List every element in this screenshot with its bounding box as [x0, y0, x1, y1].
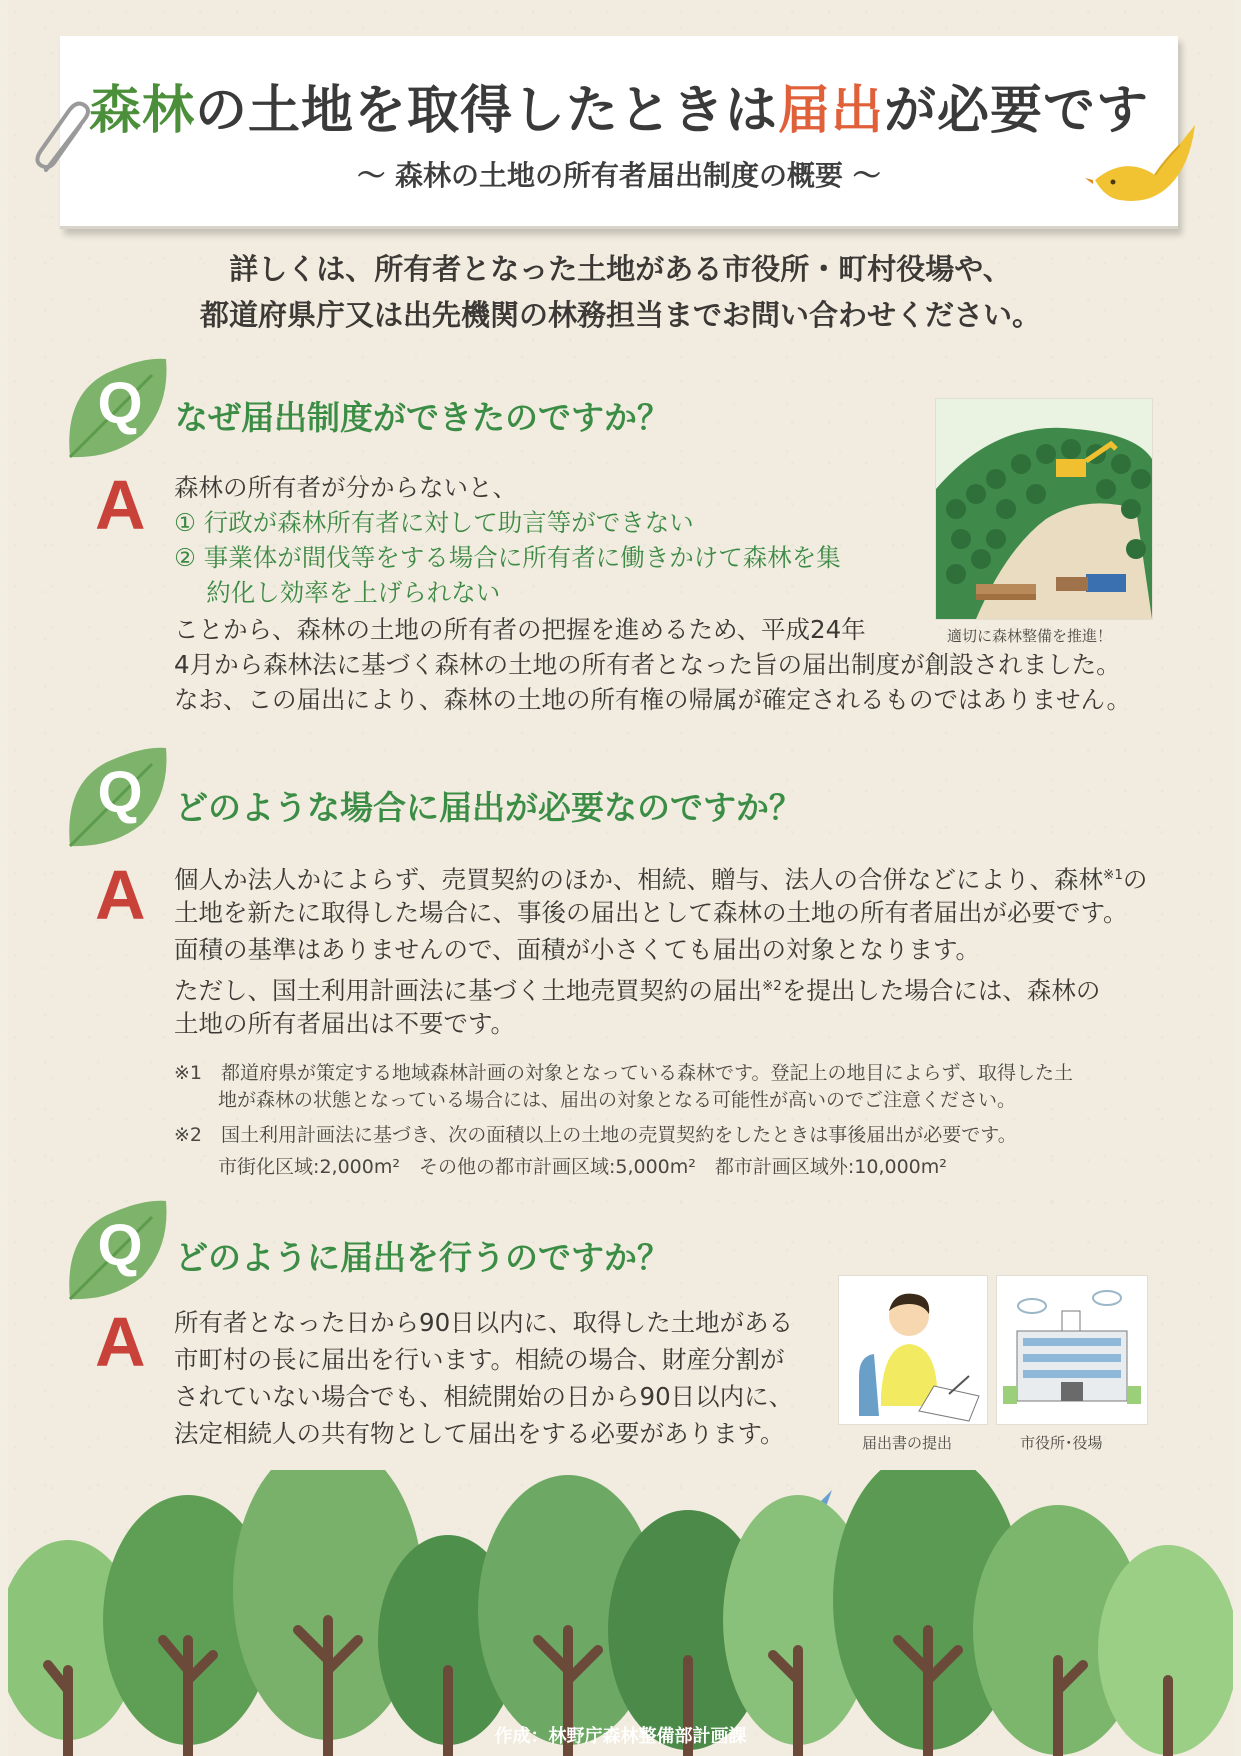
- forest-footer-illustration: [8, 1470, 1233, 1756]
- answer-3-line: されていない場合でも、相続開始の日から90日以内に、: [174, 1382, 794, 1411]
- answer-2-line-5: 土地の所有者届出は不要です。: [174, 1009, 516, 1038]
- answer-2-line-4: [174, 969, 1100, 1008]
- answer-2-text: の: [1122, 865, 1148, 895]
- footnote-2: ※2 国土利用計画法に基づき、次の面積以上の土地の売買契約をしたときは事後届出が必要です。: [174, 1124, 1017, 1146]
- paperclip-icon: [32, 100, 102, 186]
- answer-1-item-2: ② 事業体が間伐等をする場合に所有者に働きかけて森林を集: [174, 543, 841, 572]
- header-banner: [60, 36, 1178, 229]
- q-leaf-icon: [62, 1197, 172, 1307]
- intro-line-1: 詳しくは、所有者となった土地がある市役所・町村役場や、: [229, 252, 1012, 286]
- city-hall-illustration: [996, 1275, 1148, 1425]
- answer-2-line-3: 面積の基準はありませんので、面積が小さくても届出の対象となります。: [174, 935, 981, 964]
- question-3: どのように届出を行うのですか？: [175, 1238, 670, 1277]
- footnote-ref-2: ※2: [762, 978, 782, 994]
- answer-1-item-2-cont: 約化し効率を上げられない: [174, 578, 501, 607]
- answer-mark: A: [95, 856, 146, 934]
- answer-2-text: を提出した場合には、森林の: [781, 976, 1101, 1006]
- answer-2-line-1: [174, 858, 1147, 897]
- q-letter: Q: [97, 1213, 143, 1278]
- title-notification: 届出: [778, 81, 885, 141]
- answer-mark: A: [95, 466, 146, 544]
- title-middle: の土地を取得したときは: [194, 81, 778, 141]
- answer-1-line: 4月から森林法に基づく森林の土地の所有者となった旨の届出制度が創設されました。: [174, 650, 1121, 679]
- city-hall-caption: 市役所･役場: [1020, 1434, 1103, 1452]
- title-end: が必要です: [884, 81, 1150, 141]
- yellow-bird-icon: [1085, 120, 1205, 220]
- title-forest: 森林: [88, 81, 195, 141]
- person-filling-form-illustration: [838, 1275, 988, 1425]
- page-title: [60, 68, 1178, 143]
- answer-1-line: 森林の所有者が分からないと、: [174, 473, 517, 502]
- q-letter: Q: [97, 371, 143, 436]
- forest-caption: 適切に森林整備を推進！: [947, 627, 1113, 645]
- answer-1-line: なお、この届出により、森林の土地の所有権の帰属が確定されるものではありません。: [174, 685, 1131, 714]
- question-1: なぜ届出制度ができたのですか？: [175, 398, 670, 437]
- answer-1-item-1: ① 行政が森林所有者に対して助言等ができない: [174, 508, 694, 537]
- page-subtitle: 〜 森林の土地の所有者届出制度の概要 〜: [357, 159, 881, 192]
- footnote-1: ※1 都道府県が策定する地域森林計画の対象となっている森林です。登記上の地目によらず、取得した土: [174, 1062, 1073, 1084]
- footnote-2-areas: 市街化区域:2,000m² その他の都市計画区域:5,000m² 都市計画区域外:10,000m²: [174, 1156, 947, 1178]
- answer-mark: A: [95, 1303, 146, 1381]
- person-caption: 届出書の提出: [862, 1434, 953, 1452]
- footnote-1-cont: 地が森林の状態となっている場合には、届出の対象となる可能性が高いのでご注意ください。: [174, 1089, 1017, 1111]
- q-leaf-icon: [62, 355, 172, 465]
- intro-line-2: 都道府県庁又は出先機関の林務担当までお問い合わせください。: [199, 298, 1041, 332]
- answer-2-line-2: 土地を新たに取得した場合に、事後の届出として森林の土地の所有者届出が必要です。: [174, 898, 1128, 927]
- question-2: どのような場合に届出が必要なのですか？: [175, 788, 802, 827]
- answer-3-line: 所有者となった日から90日以内に、取得した土地がある: [174, 1308, 794, 1337]
- answer-3-line: 市町村の長に届出を行います。相続の場合、財産分割が: [174, 1345, 785, 1374]
- answer-3-line: 法定相続人の共有物として届出をする必要があります。: [174, 1419, 785, 1448]
- answer-1-line: ことから、森林の土地の所有者の把握を進めるため、平成24年: [174, 615, 866, 644]
- answer-2-text: 個人か法人かによらず、売買契約のほか、相続、贈与、法人の合併などにより、森林: [174, 865, 1104, 895]
- q-letter: Q: [97, 760, 143, 825]
- footer-credit: 作成：林野庁森林整備部計画課: [494, 1726, 747, 1747]
- answer-2-text: ただし、国土利用計画法に基づく土地売買契約の届出: [174, 976, 762, 1006]
- footnote-ref-1: ※1: [1103, 867, 1123, 883]
- q-leaf-icon: [62, 744, 172, 854]
- forest-work-illustration: [935, 398, 1153, 620]
